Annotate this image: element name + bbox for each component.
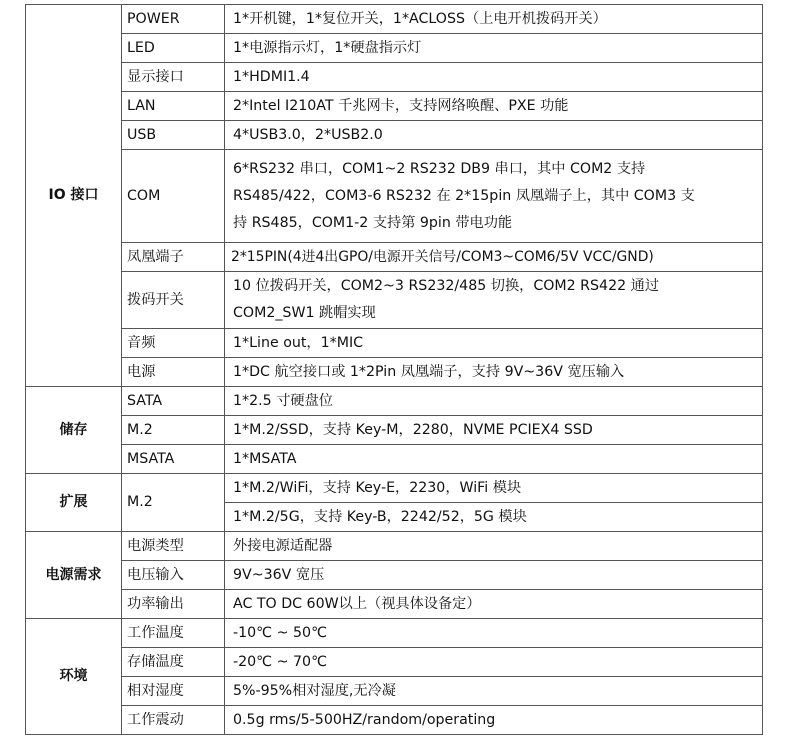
row-value: 9V~36V 宽压 [225, 561, 763, 590]
row-value: 外接电源适配器 [225, 532, 763, 561]
row-label: MSATA [122, 445, 225, 474]
table-row [26, 561, 763, 590]
row-label: SATA [122, 387, 225, 416]
category-storage: 储存 [26, 387, 122, 474]
row-label: 电源类型 [122, 532, 225, 561]
table-row [26, 416, 763, 445]
row-value: 5%-95%相对湿度,无冷凝 [225, 677, 763, 706]
row-value [225, 272, 763, 329]
row-label: 相对湿度 [122, 677, 225, 706]
category-expansion: 扩展 [26, 474, 122, 532]
row-label: 凤凰端子 [122, 243, 225, 272]
table-row [26, 677, 763, 706]
table-row [26, 150, 763, 243]
row-label: 存储温度 [122, 648, 225, 677]
row-label: 电源 [122, 358, 225, 387]
table-row [26, 590, 763, 619]
row-value: 2*Intel I210AT 千兆网卡，支持网络唤醒、PXE 功能 [225, 92, 763, 121]
table-row [26, 648, 763, 677]
row-value: -20℃ ~ 70℃ [225, 648, 763, 677]
table-row [26, 445, 763, 474]
row-value: 1*HDMI1.4 [225, 63, 763, 92]
category-io: IO 接口 [26, 5, 122, 387]
row-value [225, 150, 763, 243]
table-row [26, 532, 763, 561]
row-label: M.2 [122, 474, 225, 532]
value-line: 持 RS485，COM1-2 支持第 9pin 带电功能 [233, 214, 513, 231]
spec-table [25, 4, 763, 735]
table-row [26, 706, 763, 735]
table-row [26, 243, 763, 272]
row-label: 电压输入 [122, 561, 225, 590]
row-value: 1*DC 航空接口或 1*2Pin 凤凰端子，支持 9V~36V 宽压输入 [225, 358, 763, 387]
value-line: 6*RS232 串口，COM1~2 RS232 DB9 串口，其中 COM2 支持 [233, 160, 646, 177]
row-value: 2*15PIN(4进4出GPO/电源开关信号/COM3~COM6/5V VCC/GND) [225, 243, 763, 272]
row-label: POWER [122, 5, 225, 34]
value-line: COM2_SW1 跳帽实现 [233, 305, 376, 321]
table-row [26, 272, 763, 329]
table-row [26, 63, 763, 92]
row-label: 工作温度 [122, 619, 225, 648]
row-value: AC TO DC 60W以上（视具体设备定） [225, 590, 763, 619]
row-value: 1*开机键，1*复位开关，1*ACLOSS（上电开机拨码开关） [225, 5, 763, 34]
table-row [26, 121, 763, 150]
row-value: 0.5g rms/5-500HZ/random/operating [225, 706, 763, 735]
row-value: 1*Line out，1*MIC [225, 329, 763, 358]
row-label: LAN [122, 92, 225, 121]
category-power: 电源需求 [26, 532, 122, 619]
table-row [26, 474, 763, 503]
table-row [26, 5, 763, 34]
table-row [26, 358, 763, 387]
table-row [26, 619, 763, 648]
row-value: 1*M.2/SSD，支持 Key-M，2280，NVME PCIEX4 SSD [225, 416, 763, 445]
row-label: 工作震动 [122, 706, 225, 735]
row-label: 功率输出 [122, 590, 225, 619]
table-row [26, 329, 763, 358]
row-label: 拨码开关 [122, 272, 225, 329]
row-label: COM [122, 150, 225, 243]
row-value: 1*M.2/5G，支持 Key-B，2242/52，5G 模块 [225, 503, 763, 532]
value-line: RS485/422，COM3-6 RS232 在 2*15pin 凤凰端子上，其中 COM3 支 [233, 187, 695, 204]
row-value: 1*MSATA [225, 445, 763, 474]
table-row [26, 34, 763, 63]
row-label: 显示接口 [122, 63, 225, 92]
row-label: 音频 [122, 329, 225, 358]
row-label: USB [122, 121, 225, 150]
row-value: -10℃ ~ 50℃ [225, 619, 763, 648]
row-label: LED [122, 34, 225, 63]
table-row [26, 387, 763, 416]
row-value: 4*USB3.0，2*USB2.0 [225, 121, 763, 150]
row-value: 1*电源指示灯，1*硬盘指示灯 [225, 34, 763, 63]
row-label: M.2 [122, 416, 225, 445]
row-value: 1*M.2/WiFi，支持 Key-E，2230，WiFi 模块 [225, 474, 763, 503]
value-line: 10 位拨码开关，COM2~3 RS232/485 切换，COM2 RS422 通过 [233, 278, 660, 294]
table-row [26, 92, 763, 121]
category-environment: 环境 [26, 619, 122, 735]
row-value: 1*2.5 寸硬盘位 [225, 387, 763, 416]
